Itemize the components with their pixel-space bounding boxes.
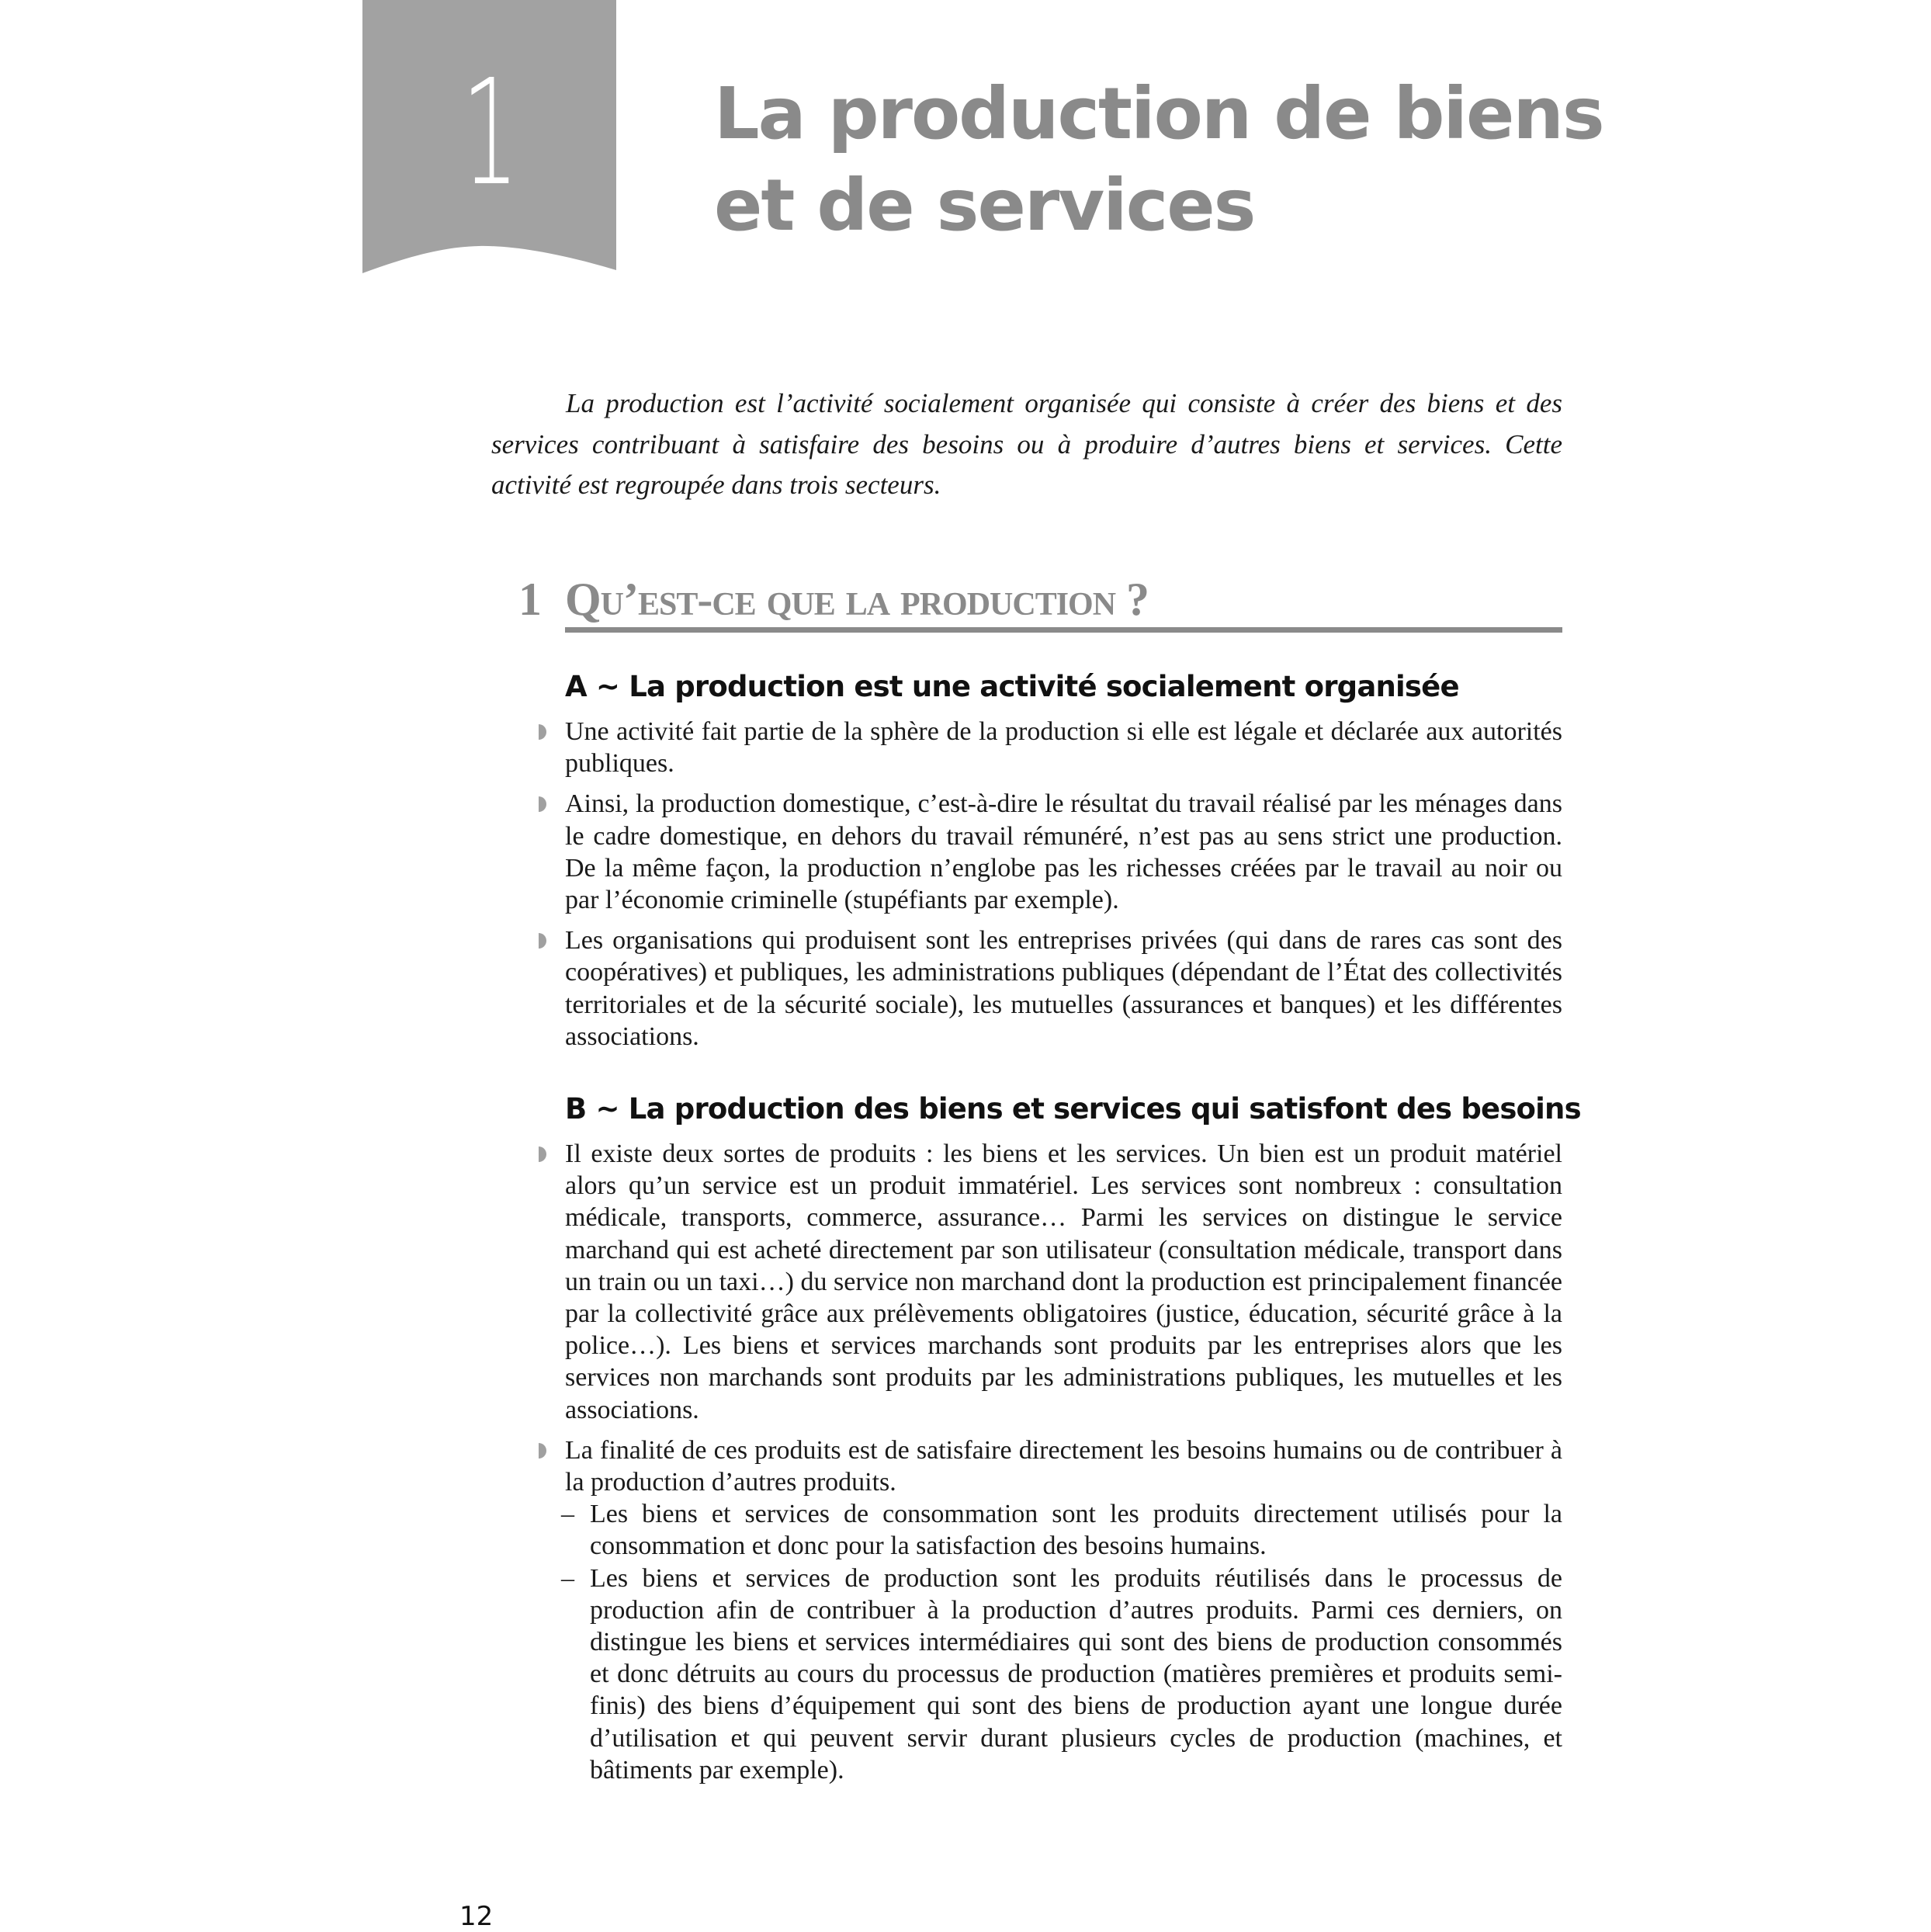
list-item-text: Une activité fait partie de la sphère de la production si elle est légale et déclarée aux autorités publiques. [565, 717, 1562, 779]
bullet-list-a [565, 716, 1562, 1061]
subheading-a: A ~ La production est une activité socialement organisée [565, 670, 1459, 703]
bullet-list-b [561, 1138, 1562, 1795]
list-item [565, 716, 1562, 779]
page-number: 12 [459, 1901, 494, 1932]
section-title: Qu’est-ce que la production ? [565, 574, 1149, 625]
half-disc-bullet-icon [539, 724, 546, 740]
chapter-title-line1: La production de biens [714, 72, 1603, 155]
sub-list-item-text: Les biens et services de consommation sont les produits directement utilisés pour la consommation et donc pour la satisfaction des besoins humains. [590, 1500, 1562, 1561]
sub-list-item-text: Les biens et services de production sont les produits réutilisés dans le processus de production afin de contribuer à la production d’autres produits. Parmi ces derniers, on distingue les biens et services intermédiaires qui sont des biens de production consommés et donc détruits au cours du processus de production (matières premières et produits semi-finis) des biens d’équipement qui sont des biens de production ayant une longue durée d’utilisation et qui peuvent servir durant plusieurs cycles de production (machines, et bâtiments par exemple). [590, 1563, 1562, 1785]
dash-bullet-icon: – [561, 1500, 574, 1529]
half-disc-bullet-icon [539, 796, 546, 812]
list-item-text: Ainsi, la production domestique, c’est-à-dire le résultat du travail réalisé par les ménages dans le cadre domestique, en dehors du travail rémunéré, n’est pas au sens strict une production. De la même façon, la production n’englobe pas les richesses créées par le travail au noir ou par l’économie criminelle (stupéfiants par exemple). [565, 789, 1562, 915]
half-disc-bullet-icon [539, 1146, 546, 1162]
subheading-b: B ~ La production des biens et services qui satisfont des besoins [565, 1092, 1581, 1126]
section-rule-divider [565, 627, 1562, 633]
section-header [518, 573, 1562, 635]
half-disc-bullet-icon [539, 933, 546, 949]
chapter-title [714, 68, 1603, 251]
half-disc-bullet-icon [539, 1443, 546, 1459]
chapter-number: 1 [461, 48, 518, 218]
list-item [565, 788, 1562, 916]
list-item-text: La finalité de ces produits est de satisfaire directement les besoins humains ou de contribuer à la production d’autres produits. [565, 1435, 1562, 1497]
list-item [565, 924, 1562, 1053]
list-item-text: Il existe deux sortes de produits : les biens et les services. Un bien est un produit matériel alors qu’un service est un produit immatériel. Les services sont nombreux : consultation médicale, transports, commerce, assurance… Parmi les services on distingue le service marchand qui est acheté directement par son utilisateur (consultation médicale, transport dans un train ou un taxi…) du service non marchand dont la production est principalement financée par la collectivité grâce aux prélèvements obligatoires (justice, éducation, sécurité grâce à la police…). Les biens et services marchands sont produits par les entreprises alors que les services non marchands sont produits par les administrations publiques, les mutuelles et les associations. [565, 1139, 1562, 1424]
dash-bullet-icon: – [561, 1563, 574, 1593]
sub-list-item [561, 1563, 1562, 1786]
list-item [561, 1434, 1562, 1786]
list-item [565, 1138, 1562, 1426]
list-item-text: Les organisations qui produisent sont les entreprises privées (qui dans de rares cas sont des coopératives) et publiques, les administrations publiques (dépendant de l’État des collectivités territoriales et de la sécurité sociale), les mutuelles (assurances et banques) et les différentes associations. [565, 926, 1562, 1051]
intro-paragraph: La production est l’activité socialement organisée qui consiste à créer des biens et des services contribuant à satisfaire des besoins ou à produire d’autres biens et services. Cette activité est regroupée dans trois secteurs. [491, 388, 1562, 500]
section-number: 1 [518, 574, 542, 625]
sub-list [561, 1498, 1562, 1786]
sub-list-item [561, 1498, 1562, 1562]
chapter-title-line2: et de services [714, 164, 1255, 247]
